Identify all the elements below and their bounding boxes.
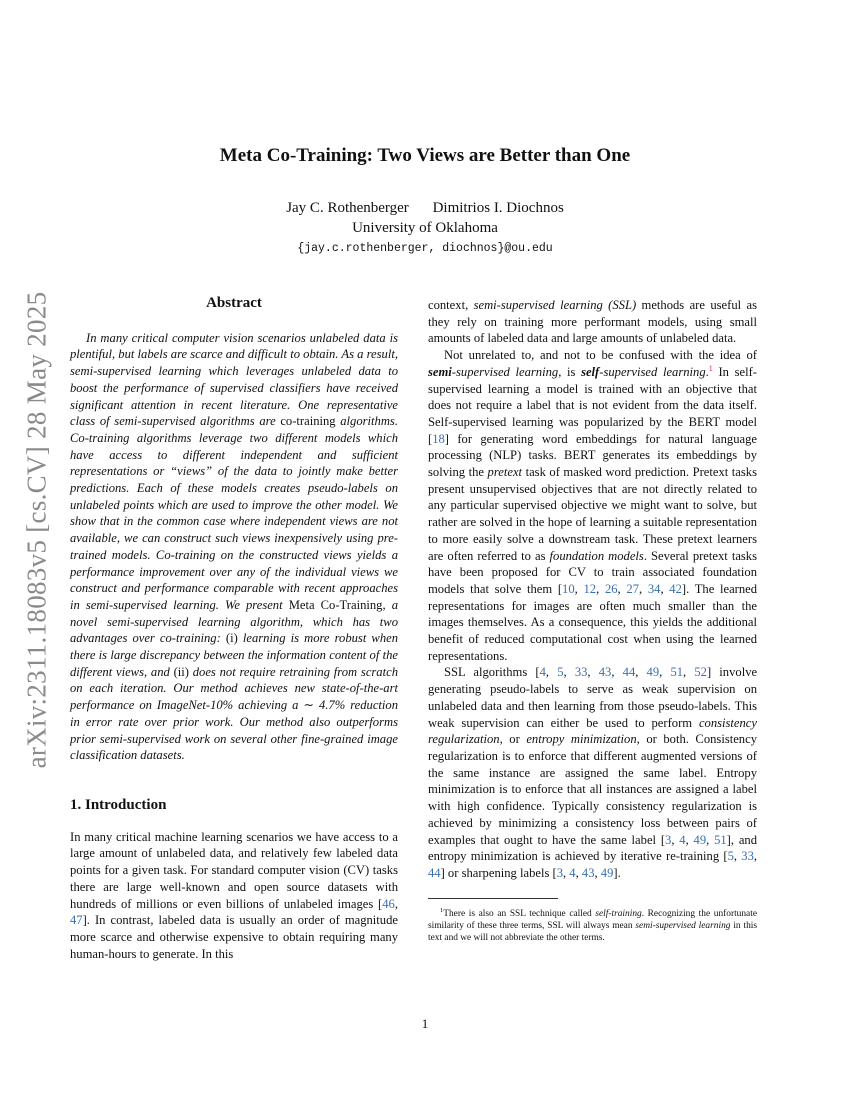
citation-link[interactable]: 49 — [693, 832, 707, 847]
author-list — [0, 200, 850, 217]
citation-link[interactable]: 49 — [600, 865, 614, 880]
section-heading-introduction: 1. Introduction — [70, 796, 167, 813]
citation-link[interactable]: 34 — [647, 581, 661, 596]
citation-link[interactable]: 51 — [714, 832, 727, 847]
citation-link[interactable]: 5 — [557, 665, 564, 680]
arxiv-identifier: arXiv:2311.18083v5 [cs.CV] 28 May 2025 — [21, 291, 52, 769]
citation-link[interactable]: 4 — [569, 865, 576, 880]
citation-link[interactable]: 42 — [669, 581, 682, 596]
author-2: Dimitrios I. Diochnos — [432, 200, 564, 216]
citation-link[interactable]: 12 — [583, 581, 597, 596]
author-1: Jay C. Rothenberger — [286, 200, 409, 216]
right-column — [428, 297, 757, 944]
abstract-text: In many critical computer vision scenarios unlabeled data is plentiful, but labels are scarce and difficult to obtain. As a result, semi-supervised learning which leverages unlabeled data to boost the performance of supervised classifiers have received significant attention in recent literature. One representative class of semi-supervised algorithms are co-training algorithms. Co-training algorithms leverage two different models which have access to different independent and sufficient representations or “views” of the data to jointly make better predictions. Each of these models creates pseudo-labels on unlabeled points which are used to improve the other model. We show that in the common case where independent views are not available, we can construct such views inexpensively using pre-trained models. Co-training on the constructed views yields a performance improvement over any of the individual views we construct and performance comparable with recent approaches in semi-supervised learning. We present Meta Co-Training, a novel semi-supervised learning algorithm, which has two advantages over co-training: (i) learning is more robust when there is large discrepancy between the information content of the different views, and (ii) does not require retraining from scratch on each iteration. Our method achieves new state-of-the-art performance on ImageNet-10% achieving a ∼ 4.7% reduction in error rate over prior work. Our method also outperforms prior semi-supervised work on several other fine-grained image classification datasets. — [70, 330, 399, 763]
citation-link[interactable]: 51 — [670, 665, 684, 680]
citation-link[interactable]: 3 — [665, 832, 672, 847]
citation-link[interactable]: 27 — [626, 581, 639, 596]
citation-link[interactable]: 33 — [741, 849, 754, 864]
body-paragraph-1: context, semi-supervised learning (SSL) methods are useful as they rely on training more performant models, using small amounts of labeled data and large amounts of unlabeled data. — [428, 298, 757, 346]
citation-link[interactable]: 4 — [679, 832, 686, 847]
footnote: $^1$There is also an SSL technique called self-training. Recognizing the unfortunate similarity of these three terms, SSL will always mean semi-supervised learning in this text and we will not abbreviate the other terms. — [428, 906, 758, 943]
body-paragraph-2: Not unrelated to, and not to be confused with the idea of semi-supervised learning, is self-supervised learning.$^1$ In self-supervised learning a model is trained with an objective that does not require a label that is not evident from the data itself. Self-supervised learning was popularized by the BERT model [18] for generating word embeddings for natural language processing (NLP) tasks. BERT generates its embeddings by solving the pretext task of masked word prediction. Pretext tasks present unsupervised objectives that are not directly related to any particular supervised objective we might want to solve, but rather are solved in the hope of learning a suitable representation to more easily solve a downstream task. These pretext learners are often referred to as foundation models. Several pretext tasks have been proposed for CV to train associated foundation models that solve them [10, 12, 26, 27, 34, 42]. The learned representations for images are often much smaller than the images themselves. As a consequence, this yields the additional benefit of reduced computational cost when using the learned representations. — [428, 348, 758, 663]
citation-link[interactable]: 4 — [539, 665, 546, 680]
citation-link[interactable]: 44 — [622, 665, 636, 680]
citation-link[interactable]: 52 — [694, 665, 707, 680]
citation-link[interactable]: 47 — [70, 913, 83, 928]
arxiv-sidebar — [12, 280, 62, 780]
citation-link[interactable]: 3 — [556, 865, 563, 880]
author-email: {jay.c.rothenberger, diochnos}@ou.edu — [297, 242, 553, 255]
left-column — [70, 295, 398, 962]
citation-link[interactable]: 18 — [432, 431, 445, 446]
body-paragraph-3: SSL algorithms [4, 5, 33, 43, 44, 49, 51, 52] involve generating pseudo-labels to serve as weak supervision on unlabeled data and then learning from those pseudo-labels. This weak supervision can either be used to perform consistency regularization, or entropy minimization, or both. Consistency regularization is to enforce that different augmented versions of the same instance are assigned the same label. Entropy minimization is to enforce that all instances are assigned a label with high confidence. Typically consistency regularization is achieved by minimizing a consistency loss between pairs of examples that ought to have the same label [3, 4, 49, 51], and entropy minimization is achieved by iterative re-training [5, 33, 44] or sharpening labels [3, 4, 43, 49]. — [428, 665, 758, 880]
footnote-link[interactable]: 1 — [708, 363, 713, 373]
citation-link[interactable]: 33 — [574, 665, 588, 680]
affiliation: University of Oklahoma — [352, 220, 498, 236]
citation-link[interactable]: 43 — [581, 865, 595, 880]
citation-link[interactable]: 26 — [604, 581, 618, 596]
citation-link[interactable]: 43 — [598, 665, 612, 680]
footnote-divider — [428, 898, 558, 899]
citation-link[interactable]: 44 — [428, 865, 441, 880]
page-number: 1 — [421, 1016, 429, 1031]
citation-link[interactable]: 46 — [382, 896, 395, 911]
abstract-heading: Abstract — [206, 295, 262, 311]
citation-link[interactable]: 49 — [646, 665, 660, 680]
intro-paragraph: In many critical machine learning scenarios we have access to a large amount of unlabeled data, and relatively few labeled data points for a given task. For standard computer vision (CV) tasks there are large well-known and open source datasets with hundreds of millions or even billions of unlabeled images [46, 47]. In contrast, labeled data is usually an order of magnitude more scarce and otherwise expensive to obtain requiring many human-hours to generate. In this — [70, 829, 398, 961]
citation-link[interactable]: 5 — [727, 849, 734, 864]
citation-link[interactable]: 10 — [562, 581, 575, 596]
paper-title: Meta Co-Training: Two Views are Better than One — [219, 145, 631, 166]
